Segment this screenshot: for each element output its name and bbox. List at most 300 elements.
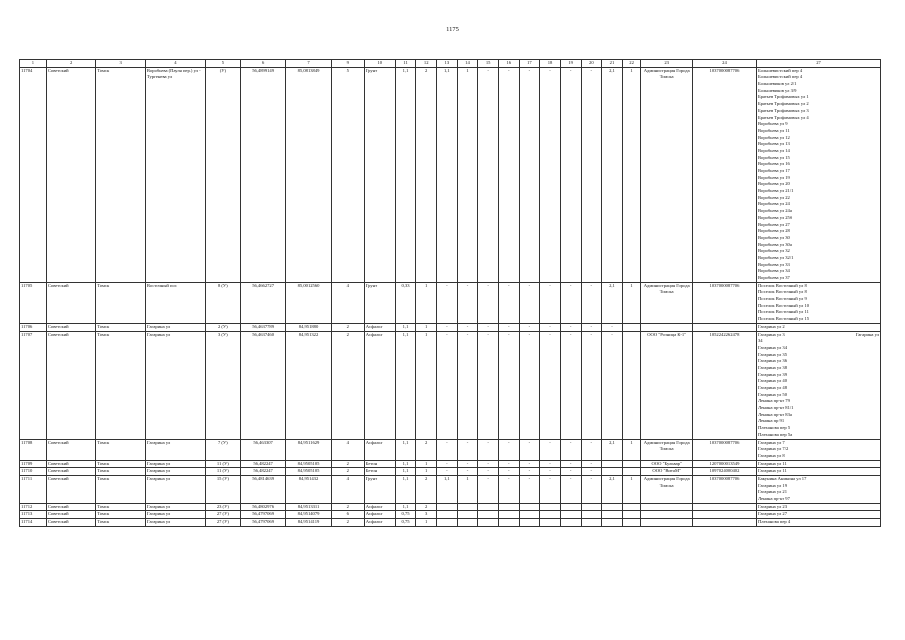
cell-c22 [622, 511, 641, 519]
cell-c6: 56,482247 [240, 468, 285, 476]
cell-c24: 1207000013549 [692, 460, 756, 468]
cell-c4: Гагарина ул [145, 439, 205, 460]
column-header: 17 [519, 60, 540, 68]
cell-c17: - [519, 67, 540, 282]
cell-c12: 2 [416, 476, 437, 504]
column-header: 18 [540, 60, 561, 68]
cell-c9: 2 [331, 460, 364, 468]
cell-c9: 2 [331, 519, 364, 527]
cell-c4: Гагарина ул [145, 323, 205, 331]
address-line: Воробьева ул 22 [757, 194, 790, 200]
cell-c20: - [581, 282, 602, 323]
cell-c11: 1,1 [395, 67, 416, 282]
address-line: Воробьева ул 25б [757, 214, 793, 220]
table-row [20, 282, 881, 323]
cell-c10: Асфальт [364, 331, 395, 439]
cell-c19: - [560, 323, 581, 331]
cell-c19: - [560, 67, 581, 282]
cell-c5: 3 (У) [205, 331, 240, 439]
cell-c19: - [560, 468, 581, 476]
cell-c15: - [478, 282, 499, 323]
cell-c17 [519, 503, 540, 511]
cell-c7: 85,0813849 [286, 67, 331, 282]
cell-c21: 2,1 [602, 282, 623, 323]
address-line: Воробьева ул 32/1 [757, 254, 794, 260]
address-line: Поселок Восточный ул 10 [757, 302, 810, 308]
cell-c24 [692, 323, 756, 331]
address-line: Воробьева ул 14 [757, 147, 790, 153]
header-row [20, 60, 881, 68]
cell-c18: - [540, 323, 561, 331]
cell-c23: Администрация Города Томска [641, 476, 693, 504]
cell-c10: Асфальт [364, 323, 395, 331]
table-body [20, 60, 881, 527]
cell-c13: - [437, 323, 458, 331]
address-line: Гагарина ул 11 [757, 468, 787, 474]
cell-c6: 56,4662727 [240, 282, 285, 323]
address-line: Воробьева ул 37 [757, 275, 790, 281]
address-line: Большевиков ул 2/1 [757, 81, 797, 87]
cell-c24 [692, 511, 756, 519]
cell-c22 [622, 468, 641, 476]
cell-c14 [457, 511, 478, 519]
address-line: Большевистский пер 4 [757, 67, 803, 73]
cell-c4: Гагарина ул [145, 468, 205, 476]
table-row [20, 503, 881, 511]
cell-c7: 84,951322 [286, 331, 331, 439]
cell-addresses [756, 519, 880, 527]
cell-c23 [641, 323, 693, 331]
cell-c13: - [437, 282, 458, 323]
table-row [20, 439, 881, 460]
address-line: Плеханова пер 5а [757, 431, 793, 437]
cell-c23: Администрация Города Томска [641, 439, 693, 460]
cell-c16: - [498, 323, 519, 331]
column-header: 15 [478, 60, 499, 68]
cell-c9: 5 [331, 67, 364, 282]
cell-c23: ООО "Розница К-1" [641, 331, 693, 439]
cell-c21: 2,1 [602, 67, 623, 282]
cell-c20 [581, 511, 602, 519]
address-line: Гагарина ул 7/2 [757, 446, 789, 452]
cell-c21: - [602, 331, 623, 439]
address-line: Гагарина ул 27 [757, 511, 788, 517]
address-line [758, 332, 879, 339]
cell-c2: Советский [46, 460, 96, 468]
address-line: Гагарина ул 36 [757, 358, 788, 364]
cell-c23: Администрация Города Томска [641, 282, 693, 323]
cell-c5: 27 (У) [205, 519, 240, 527]
cell-c23: Администрация Города Томска [641, 67, 693, 282]
cell-c6: 56,482247 [240, 460, 285, 468]
cell-c12: 2 [416, 67, 437, 282]
column-header: 10 [364, 60, 395, 68]
address-line: Плеханова пер 4 [757, 519, 791, 525]
cell-addresses [756, 476, 880, 504]
cell-c3: Томск [96, 331, 146, 439]
cell-c3: Томск [96, 67, 146, 282]
cell-c1: 11706 [20, 323, 47, 331]
address-line: Воробьева ул 27 [757, 221, 790, 227]
cell-c1: 11712 [20, 503, 47, 511]
cell-c5: 11 (У) [205, 468, 240, 476]
address-line: Воробьева ул 21/1 [757, 188, 794, 194]
address-line: Гагарина ул 19 [757, 482, 788, 488]
address-line: Воробьева ул 17 [757, 168, 790, 174]
cell-c2: Советский [46, 282, 96, 323]
cell-c16 [498, 519, 519, 527]
address-line: 34 [757, 338, 763, 344]
cell-c11: 0,75 [395, 511, 416, 519]
cell-c2: Советский [46, 519, 96, 527]
cell-c16: - [498, 439, 519, 460]
cell-c13: - [437, 460, 458, 468]
cell-addresses [756, 503, 880, 511]
cell-c14: - [457, 323, 478, 331]
cell-c17: - [519, 331, 540, 439]
cell-c4: Гагарина ул [145, 503, 205, 511]
cell-c7: 84,951880 [286, 323, 331, 331]
column-header: 9 [331, 60, 364, 68]
cell-c12: 3 [416, 511, 437, 519]
cell-c21: - [602, 323, 623, 331]
cell-c19: - [560, 439, 581, 460]
address-line: Воробьева ул 20 [757, 181, 790, 187]
cell-c18: - [540, 476, 561, 504]
cell-c14: - [457, 282, 478, 323]
cell-c23: ООО "Бульвар" [641, 460, 693, 468]
cell-c17 [519, 519, 540, 527]
cell-c16 [498, 511, 519, 519]
cell-addresses [756, 67, 880, 282]
cell-c5: 15 (У) [205, 476, 240, 504]
cell-addresses [756, 511, 880, 519]
cell-c6: 56,4797069 [240, 511, 285, 519]
column-header: 27 [756, 60, 880, 68]
table-row [20, 511, 881, 519]
column-header: 6 [240, 60, 285, 68]
cell-c3: Томск [96, 439, 146, 460]
cell-c2: Советский [46, 323, 96, 331]
column-header: 4 [145, 60, 205, 68]
address-line: Гагарина ул 21 [757, 489, 788, 495]
cell-c24: 1037000087706 [692, 476, 756, 504]
cell-c3: Томск [96, 460, 146, 468]
cell-c20: - [581, 323, 602, 331]
cell-c17: - [519, 468, 540, 476]
cell-c4: Воробьева (Пауля пер.) ул - Тургенева ул [145, 67, 205, 282]
address-line: Воробьева ул 24а [757, 208, 792, 214]
cell-c22 [622, 331, 641, 439]
cell-c20: - [581, 439, 602, 460]
cell-c12: 1 [416, 468, 437, 476]
cell-c5: 8 (У) [205, 282, 240, 323]
cell-c11: 0,33 [395, 282, 416, 323]
cell-c7: 84,9505105 [286, 460, 331, 468]
cell-c5: 23 (У) [205, 503, 240, 511]
cell-c24: 1037000087706 [692, 439, 756, 460]
cell-c15: - [478, 67, 499, 282]
cell-c12: 1 [416, 323, 437, 331]
address-line: Гагарина ул 11 [757, 460, 787, 466]
cell-c22: 1 [622, 282, 641, 323]
cell-c9: 2 [331, 323, 364, 331]
cell-c14: - [457, 468, 478, 476]
cell-c9: 2 [331, 503, 364, 511]
cell-c20: - [581, 476, 602, 504]
cell-c6: 56,4814639 [240, 476, 285, 504]
cell-c3: Томск [96, 323, 146, 331]
cell-c18: - [540, 67, 561, 282]
address-line: Поселок Восточный ул 15 [757, 316, 810, 322]
address-line: Воробьева ул 24 [757, 201, 790, 207]
address-line: Братьев Трофимовых ул 1 [757, 94, 809, 100]
cell-c19: - [560, 460, 581, 468]
address-line: Братьев Трофимовых ул 4 [757, 114, 809, 120]
address-line: Бакунина Аникина ул 17 [757, 476, 807, 481]
address-line: Гагарина ул 35 [757, 351, 788, 357]
cell-c18: - [540, 468, 561, 476]
cell-c12: 2 [416, 439, 437, 460]
cell-c17: - [519, 282, 540, 323]
cell-c17: - [519, 323, 540, 331]
cell-c11: 1,1 [395, 331, 416, 439]
cell-c20: - [581, 331, 602, 439]
cell-c10: Грунт [364, 282, 395, 323]
cell-c21 [602, 460, 623, 468]
cell-c20 [581, 519, 602, 527]
column-header: 11 [395, 60, 416, 68]
cell-c4: Гагарина ул [145, 331, 205, 439]
cell-c18 [540, 503, 561, 511]
cell-c3: Томск [96, 519, 146, 527]
address-line: Ленина пр 91 [757, 418, 785, 424]
address-line: Гагарина ул 23 [757, 503, 788, 509]
cell-c19: - [560, 476, 581, 504]
cell-c5: 7 (У) [205, 439, 240, 460]
address-line: Ленина пр-кт 97 [757, 496, 790, 502]
address-line: Ленина пр-кт 81/1 [757, 405, 794, 411]
address-line: Воробьева ул 32 [757, 248, 790, 254]
cell-c11: 1,1 [395, 468, 416, 476]
cell-c22: 1 [622, 476, 641, 504]
cell-c18 [540, 519, 561, 527]
address-line: Гагарина ул 8 [757, 452, 785, 458]
cell-c22 [622, 323, 641, 331]
cell-c5: (У) [205, 67, 240, 282]
cell-c1: 11710 [20, 468, 47, 476]
cell-addresses [756, 331, 880, 439]
cell-c15: - [478, 323, 499, 331]
cell-c13: - [437, 439, 458, 460]
cell-c12: 1 [416, 282, 437, 323]
cell-c4: Восточный пос [145, 282, 205, 323]
cell-c10: Асфальт [364, 503, 395, 511]
cell-c17: - [519, 439, 540, 460]
cell-c2: Советский [46, 503, 96, 511]
address-line: Гагарина ул 40 [757, 378, 788, 384]
address-line: Поселок Восточный ул 8 [757, 282, 807, 288]
cell-addresses [756, 282, 880, 323]
column-header: 14 [457, 60, 478, 68]
address-extra: Гагарина ул [855, 331, 879, 337]
cell-c24 [692, 503, 756, 511]
cell-c11: 1,1 [395, 460, 416, 468]
cell-c9: 2 [331, 331, 364, 439]
registry-table [19, 59, 881, 527]
address-line: Гагарина ул 2 [757, 323, 785, 329]
address-line: Поселок Восточный ул 9 [757, 296, 807, 302]
table-row [20, 331, 881, 439]
address-line: Воробьева ул 16 [757, 161, 790, 167]
column-header: 16 [498, 60, 519, 68]
cell-c24 [692, 519, 756, 527]
cell-c22: 1 [622, 67, 641, 282]
cell-c14: 1 [457, 67, 478, 282]
cell-c15: - [478, 331, 499, 439]
cell-c11: 1,1 [395, 323, 416, 331]
cell-c11: 1,1 [395, 503, 416, 511]
cell-c6: 56,4899149 [240, 67, 285, 282]
address-line: Воробьева ул 11 [757, 127, 790, 133]
column-header: 22 [622, 60, 641, 68]
cell-c16: - [498, 460, 519, 468]
table-row [20, 519, 881, 527]
column-header: 1 [20, 60, 47, 68]
cell-c17: - [519, 476, 540, 504]
cell-c10: Асфальт [364, 519, 395, 527]
cell-c1: 11708 [20, 439, 47, 460]
address-line: Воробьева ул 19 [757, 174, 790, 180]
cell-c10: Грунт [364, 476, 395, 504]
cell-c7: 85,0012560 [286, 282, 331, 323]
cell-c22 [622, 460, 641, 468]
cell-c1: 11709 [20, 460, 47, 468]
column-header: 3 [96, 60, 146, 68]
cell-c7: 84,9514119 [286, 519, 331, 527]
cell-c6: 56,4802976 [240, 503, 285, 511]
cell-c14: - [457, 460, 478, 468]
cell-c18 [540, 511, 561, 519]
cell-c16: - [498, 67, 519, 282]
address-line: Гагарина ул 50 [757, 391, 788, 397]
column-header: 24 [692, 60, 756, 68]
cell-c3: Томск [96, 476, 146, 504]
address-line: Воробьева ул 30 [757, 234, 790, 240]
column-header: 21 [602, 60, 623, 68]
cell-c21: 2,1 [602, 476, 623, 504]
cell-c1: 11711 [20, 476, 47, 504]
cell-c7: 84,9511629 [286, 439, 331, 460]
address-line: Ленина пр-кт 83а [757, 411, 792, 417]
cell-addresses [756, 439, 880, 460]
cell-c22 [622, 503, 641, 511]
cell-c4: Гагарина ул [145, 476, 205, 504]
cell-c13: - [437, 331, 458, 439]
cell-c1: 11705 [20, 282, 47, 323]
cell-c13 [437, 511, 458, 519]
cell-c4: Гагарина ул [145, 511, 205, 519]
cell-c9: 4 [331, 439, 364, 460]
cell-c21 [602, 511, 623, 519]
cell-c13 [437, 503, 458, 511]
cell-c3: Томск [96, 503, 146, 511]
address-line: Гагарина ул 34 [757, 344, 788, 350]
cell-c14: - [457, 331, 478, 439]
cell-c17: - [519, 460, 540, 468]
cell-c24: 1097024000402 [692, 468, 756, 476]
cell-c13 [437, 519, 458, 527]
cell-c14: 1 [457, 476, 478, 504]
cell-c14 [457, 519, 478, 527]
column-header: 23 [641, 60, 693, 68]
cell-c2: Советский [46, 468, 96, 476]
cell-addresses [756, 468, 880, 476]
cell-c7: 84,9513311 [286, 503, 331, 511]
cell-c19 [560, 511, 581, 519]
cell-c20: - [581, 67, 602, 282]
cell-c3: Томск [96, 468, 146, 476]
cell-c3: Томск [96, 282, 146, 323]
cell-c15 [478, 519, 499, 527]
cell-c10: Бетон [364, 460, 395, 468]
cell-c16 [498, 503, 519, 511]
cell-c9: 2 [331, 468, 364, 476]
table-row [20, 67, 881, 282]
cell-c15: - [478, 460, 499, 468]
cell-c13: 1,1 [437, 476, 458, 504]
cell-c15 [478, 503, 499, 511]
cell-c21: 2,1 [602, 439, 623, 460]
cell-c19 [560, 503, 581, 511]
address-line: Воробьева ул 34 [757, 268, 790, 274]
cell-c24: 1037000087706 [692, 67, 756, 282]
cell-c2: Советский [46, 67, 96, 282]
address-line: Воробьева ул 15 [757, 154, 790, 160]
cell-c22 [622, 519, 641, 527]
cell-c21 [602, 503, 623, 511]
address-line: Гагарина ул 48 [757, 385, 788, 391]
cell-c3: Томск [96, 511, 146, 519]
cell-c9: 6 [331, 511, 364, 519]
cell-c16: - [498, 331, 519, 439]
cell-c22: 1 [622, 439, 641, 460]
cell-c20: - [581, 460, 602, 468]
cell-c14 [457, 503, 478, 511]
cell-c1: 11704 [20, 67, 47, 282]
cell-c10: Грунт [364, 67, 395, 282]
cell-c6: 56,463307 [240, 439, 285, 460]
cell-c12: 2 [416, 503, 437, 511]
cell-c21 [602, 468, 623, 476]
address-line: Братьев Трофимовых ул 2 [757, 101, 809, 107]
cell-c20: - [581, 468, 602, 476]
cell-c23: ООО "ВитаМ" [641, 468, 693, 476]
cell-c16: - [498, 282, 519, 323]
cell-c24: 1052242262478 [692, 331, 756, 439]
cell-c10: Асфальт [364, 511, 395, 519]
cell-c10: Асфальт [364, 439, 395, 460]
cell-c6: 56,4637460 [240, 331, 285, 439]
cell-c10: Бетон [364, 468, 395, 476]
address-line: Плеханова пер 5 [757, 425, 791, 431]
cell-c1: 11707 [20, 331, 47, 439]
cell-c1: 11713 [20, 511, 47, 519]
cell-c7: 84,951432 [286, 476, 331, 504]
cell-c11: 1,1 [395, 439, 416, 460]
cell-c7: 84,9505105 [286, 468, 331, 476]
address-line: Поселок Восточный ул 11 [757, 309, 809, 315]
